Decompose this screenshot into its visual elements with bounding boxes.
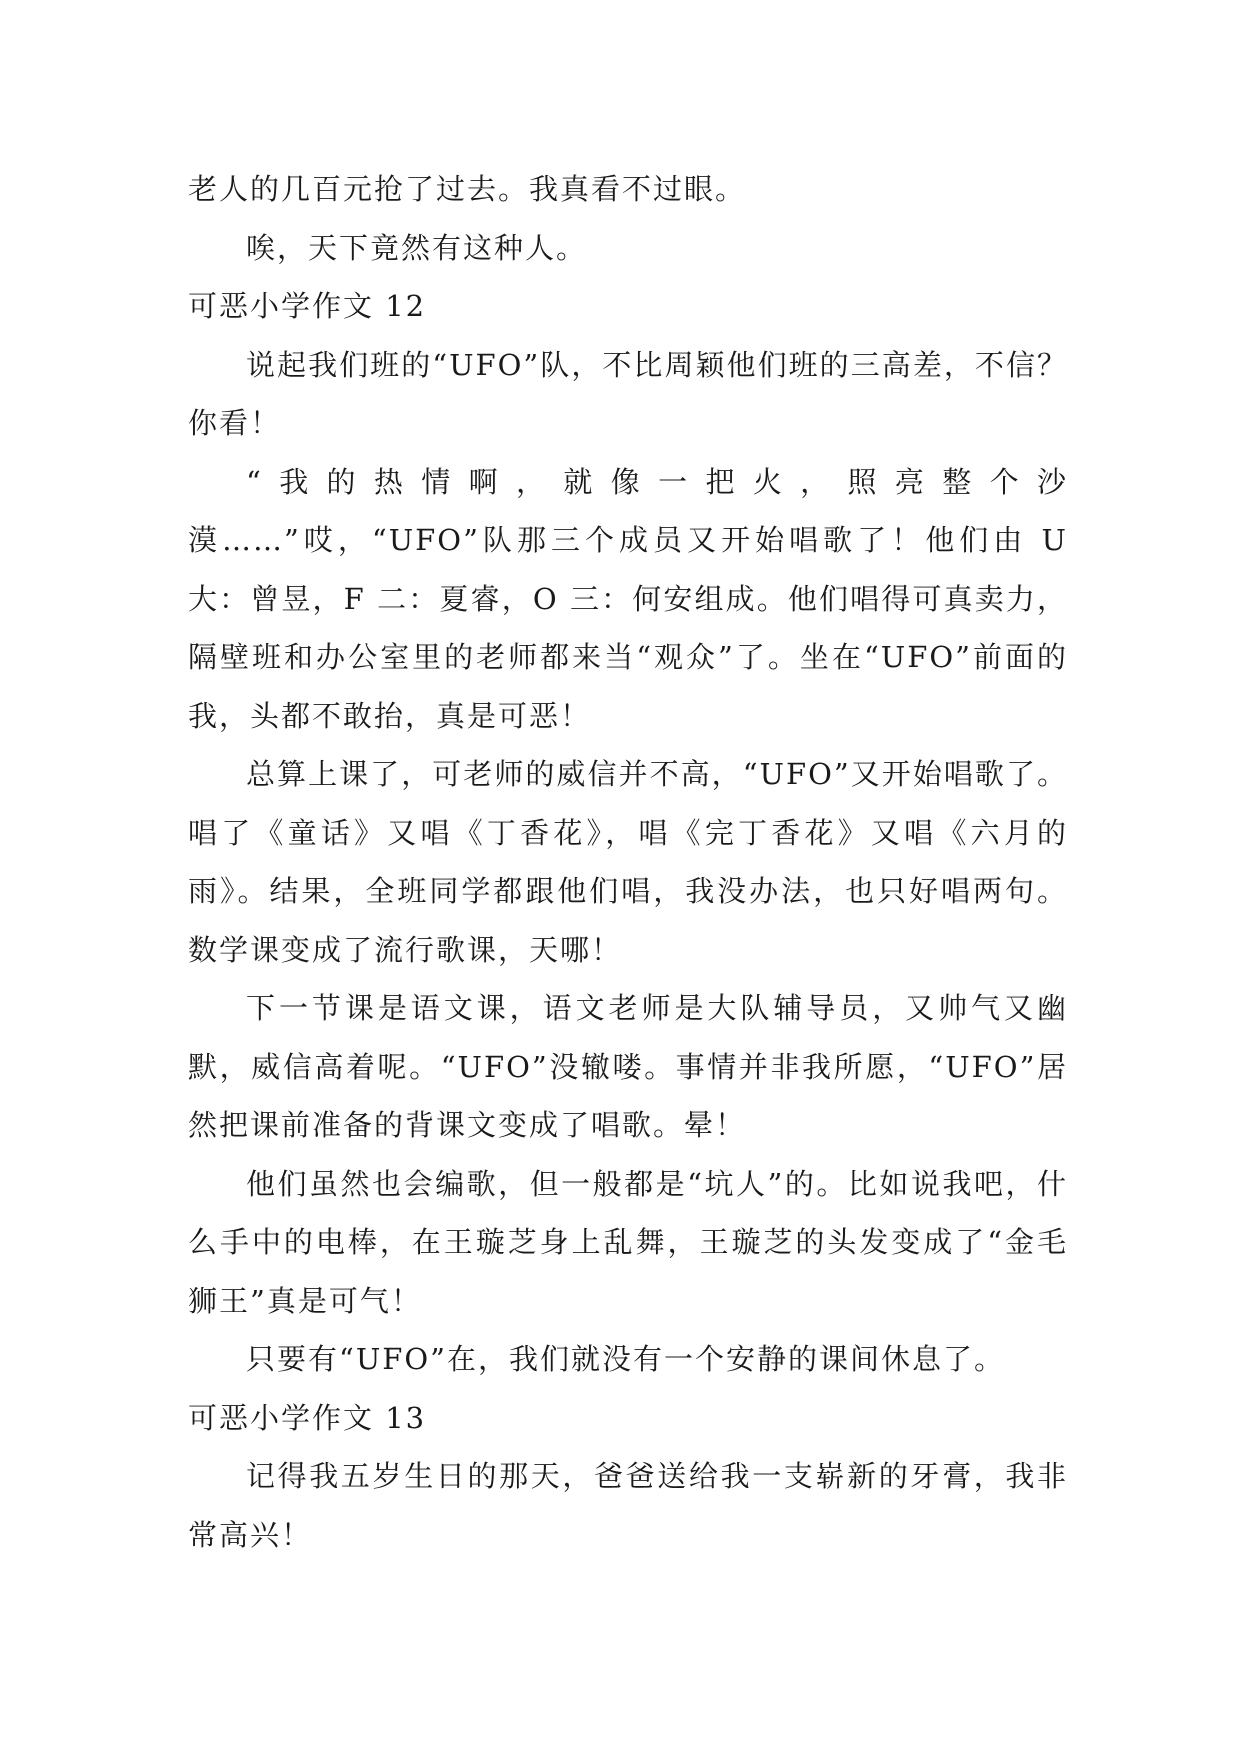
document-body xyxy=(188,160,1068,1564)
section-heading: 可恶小学作文 12 xyxy=(188,289,427,323)
paragraph: 记得我五岁生日的那天，爸爸送给我一支崭新的牙膏，我非常高兴！ xyxy=(188,1459,1068,1552)
paragraph: 总算上课了，可老师的威信并不高，“UFO”又开始唱歌了。唱了《童话》又唱《丁香花》，唱《完丁香花》又唱《六月的雨》。结果，全班同学都跟他们唱，我没办法，也只好唱两句。数学课变成了流行歌课，天哪！ xyxy=(188,757,1068,967)
paragraph: 老人的几百元抢了过去。我真看不过眼。 xyxy=(188,172,747,206)
paragraph: 下一节课是语文课，语文老师是大队辅导员，又帅气又幽默，威信高着呢。“UFO”没辙喽。事情并非我所愿，“UFO”居然把课前准备的背课文变成了唱歌。晕！ xyxy=(188,991,1068,1142)
paragraph: 只要有“UFO”在，我们就没有一个安静的课间休息了。 xyxy=(246,1342,1005,1376)
paragraph: “我的热情啊，就像一把火，照亮整个沙漠……”哎，“UFO”队那三个成员又开始唱歌了！他们由 U 大：曾昱，F 二：夏睿，O 三：何安组成。他们唱得可真卖力，隔壁班和办公室里的老师都来当“观众”了。坐在“UFO”前面的我，头都不敢抬，真是可恶！ xyxy=(188,464,1068,733)
paragraph: 他们虽然也会编歌，但一般都是“坑人”的。比如说我吧，什么手中的电棒，在王璇芝身上乱舞，王璇芝的头发变成了“金毛狮王”真是可气！ xyxy=(188,1166,1068,1318)
paragraph: 唉，天下竟然有这种人。 xyxy=(246,230,588,265)
paragraph: 说起我们班的“UFO”队，不比周颖他们班的三高差，不信？你看！ xyxy=(188,347,1068,440)
section-heading: 可恶小学作文 13 xyxy=(188,1400,427,1435)
